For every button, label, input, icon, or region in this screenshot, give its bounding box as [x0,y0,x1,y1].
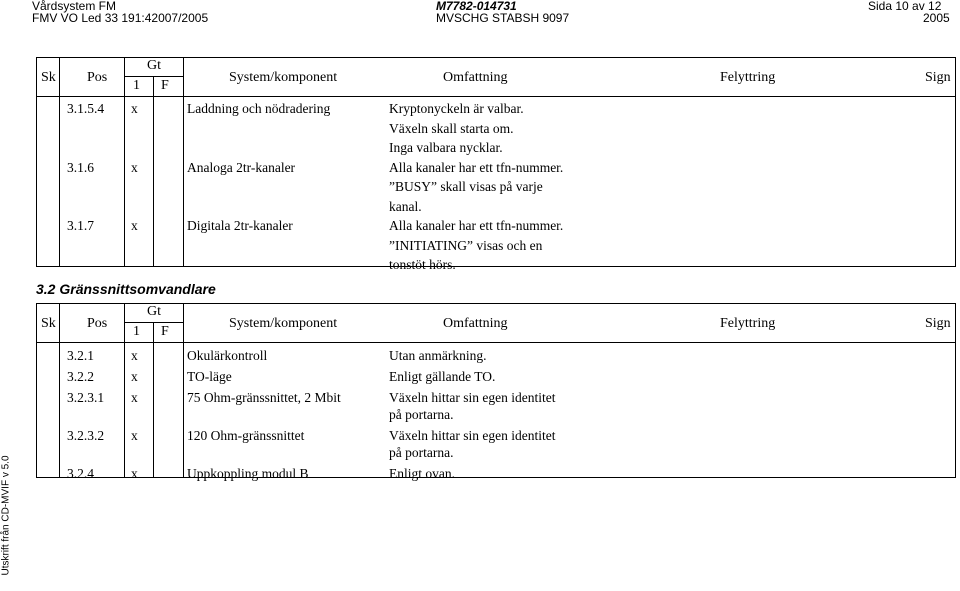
col-sign: Sign [925,316,951,331]
col-system: System/komponent [229,70,338,85]
row-omfattning-line: Växeln hittar sin egen identitet [389,428,556,443]
col-felyttring: Felyttring [720,316,776,331]
header-page: Sida 10 av 12 [868,0,942,13]
row-system: 75 Ohm-gränssnittet, 2 Mbit [187,390,341,405]
row-system: TO-läge [187,369,232,384]
row-position: 3.2.1 [67,348,94,363]
header-doc-ref: FMV VO Led 33 191:42007/2005 [32,11,209,25]
header-year: 2005 [923,11,950,25]
row-omfattning-line: Utan anmärkning. [389,348,487,363]
col-omfattning: Omfattning [443,70,508,85]
col-pos: Pos [87,316,108,331]
row-check-1: x [131,390,138,405]
row-system: Uppkoppling modul B [187,466,309,481]
row-omfattning-line: ”INITIATING” visas och en [389,237,543,253]
row-system: Digitala 2tr-kanaler [187,218,293,233]
row-check-1: x [131,369,138,384]
col-gt: Gt [147,304,161,319]
row-omfattning-line: på portarna. [389,445,454,460]
col-sk: Sk [41,70,56,85]
row-position: 3.1.6 [67,159,94,175]
row-system: Laddning och nödradering [187,101,331,116]
row-position: 3.1.7 [67,218,94,233]
inspection-table-1 [36,57,956,272]
col-sk: Sk [41,316,56,331]
row-check-1: x [131,348,138,363]
col-gt-f: F [161,78,169,93]
row-system: 120 Ohm-gränssnittet [187,428,305,443]
row-position: 3.2.3.1 [67,390,105,405]
row-omfattning-line: Alla kanaler har ett tfn-nummer. [389,218,564,233]
row-omfattning-line: på portarna. [389,407,454,422]
inspection-table-2 [36,303,956,481]
row-check-1: x [131,218,138,233]
col-felyttring: Felyttring [720,70,776,85]
table-header [37,304,955,343]
row-check-1: x [131,428,138,443]
header-doc-number: M7782-014731 [436,0,517,13]
row-check-1: x [131,101,138,116]
header-system: Vårdsystem FM [32,0,117,13]
col-sign: Sign [925,70,951,85]
col-pos: Pos [87,70,108,85]
row-system: Analoga 2tr-kanaler [187,159,296,175]
row-omfattning-line: Växeln skall starta om. [389,120,514,136]
row-omfattning-line: Växeln hittar sin egen identitet [389,390,556,405]
row-position: 3.2.2 [67,369,94,384]
row-omfattning-line: Enligt ovan. [389,466,455,481]
row-omfattning-line: Inga valbara nycklar. [389,140,503,155]
row-system: Okulärkontroll [187,348,268,363]
header-object: MVSCHG STABSH 9097 [436,11,570,25]
row-omfattning-line: Enligt gällande TO. [389,369,496,384]
col-gt-1: 1 [133,78,140,93]
row-check-1: x [131,466,138,481]
row-omfattning-line: Kryptonyckeln är valbar. [389,101,524,116]
col-omfattning: Omfattning [443,316,508,331]
row-position: 3.2.4 [67,466,94,481]
row-omfattning-line: ”BUSY” skall visas på varje [389,179,543,194]
row-omfattning-line: tonstöt hörs. [389,257,456,272]
row-omfattning-line: Alla kanaler har ett tfn-nummer. [389,159,564,175]
print-source-note: Utskrift från CD-MVIF v 5.0 [0,455,12,576]
col-gt-1: 1 [133,324,140,339]
row-omfattning-line: kanal. [389,198,422,214]
row-check-1: x [131,159,138,175]
col-gt: Gt [147,58,161,73]
row-position: 3.1.5.4 [67,101,105,116]
col-system: System/komponent [229,316,338,331]
col-gt-f: F [161,324,169,339]
table-header [37,58,955,97]
section-title: 3.2 Gränssnittsomvandlare [36,281,216,297]
row-position: 3.2.3.2 [67,428,105,443]
